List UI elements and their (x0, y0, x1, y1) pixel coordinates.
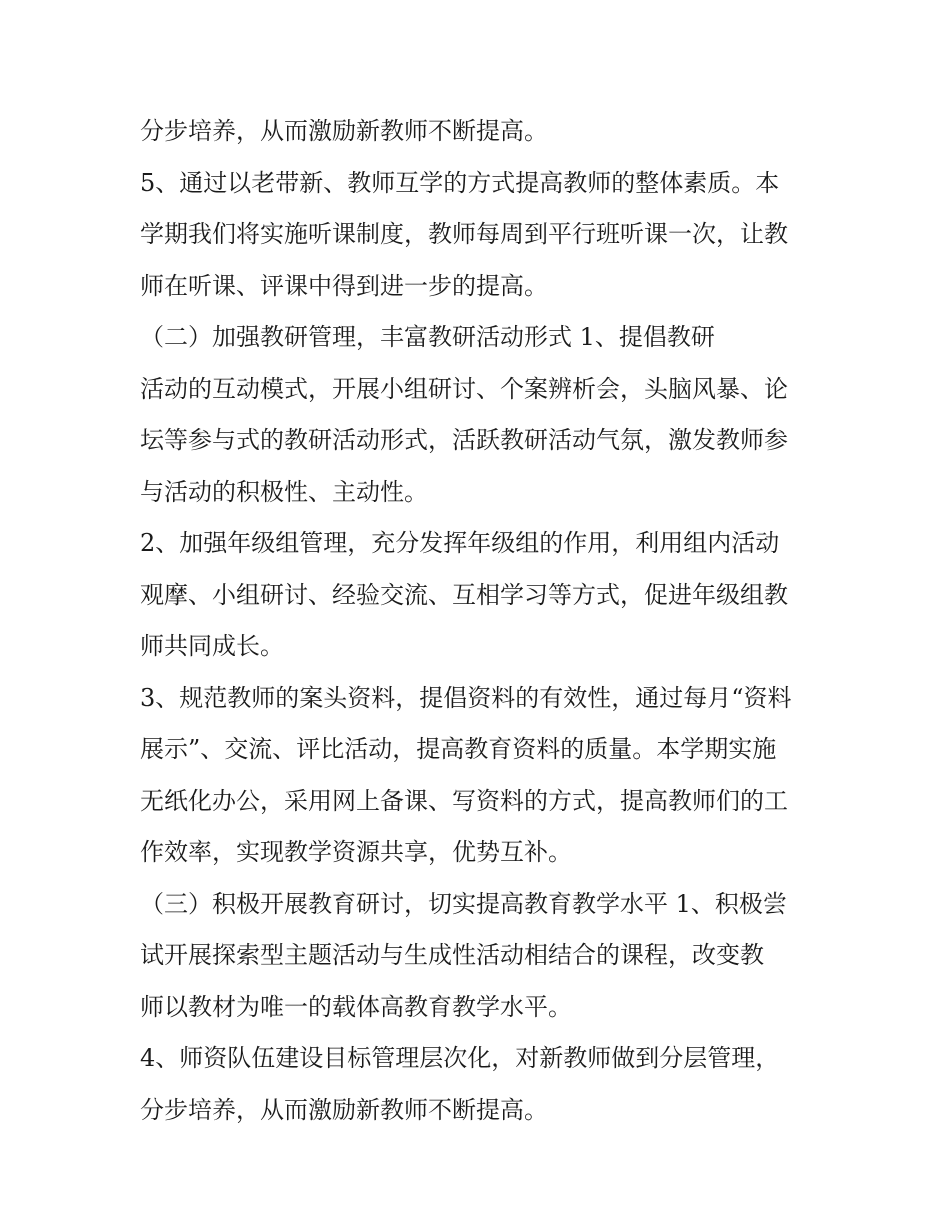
text-line: 观摩、小组研讨、经验交流、互相学习等方式，促进年级组教 (140, 580, 788, 609)
text-line: 活动的互动模式，开展小组研讨、个案辨析会，头脑风暴、论 (140, 374, 788, 403)
text-line: 3、规范教师的案头资料，提倡资料的有效性，通过每月“资料 (140, 683, 792, 712)
text-line: 4、师资队伍建设目标管理层次化，对新教师做到分层管理， (140, 1044, 780, 1072)
text-line: 师在听课、评课中得到进一步的提高。 (140, 271, 548, 300)
text-line: 师共同成长。 (140, 632, 284, 660)
text-line: 分步培养，从而激励新教师不断提高。 (140, 1095, 548, 1124)
text-line: 坛等参与式的教研活动形式，活跃教研活动气氛，激发教师参 (140, 426, 788, 454)
text-line: 5、通过以老带新、教师互学的方式提高教师的整体素质。本 (140, 168, 780, 197)
section-heading-line: （三）积极开展教育研讨，切实提高教育教学水平 1、积极尝 (140, 889, 787, 918)
text-line: 师以教材为唯一的载体高教育教学水平。 (140, 992, 572, 1021)
text-line: 学期我们将实施听课制度，教师每周到平行班听课一次，让教 (140, 220, 788, 248)
text-line: 展示”、交流、评比活动，提高教育资料的质量。本学期实施 (140, 735, 777, 763)
document-body (140, 106, 840, 1136)
text-line: 分步培养，从而激励新教师不断提高。 (140, 117, 548, 145)
section-heading-line: （二）加强教研管理，丰富教研活动形式 1、提倡教研 (140, 323, 715, 351)
text-line: 与活动的积极性、主动性。 (140, 477, 428, 506)
text-line: 无纸化办公，采用网上备课、写资料的方式，提高教师们的工 (140, 786, 788, 815)
text-line: 作效率，实现教学资源共享，优势互补。 (140, 838, 572, 866)
text-line: 试开展探索型主题活动与生成性活动相结合的课程，改变教 (140, 941, 764, 969)
text-line: 2、加强年级组管理，充分发挥年级组的作用，利用组内活动 (140, 529, 780, 557)
